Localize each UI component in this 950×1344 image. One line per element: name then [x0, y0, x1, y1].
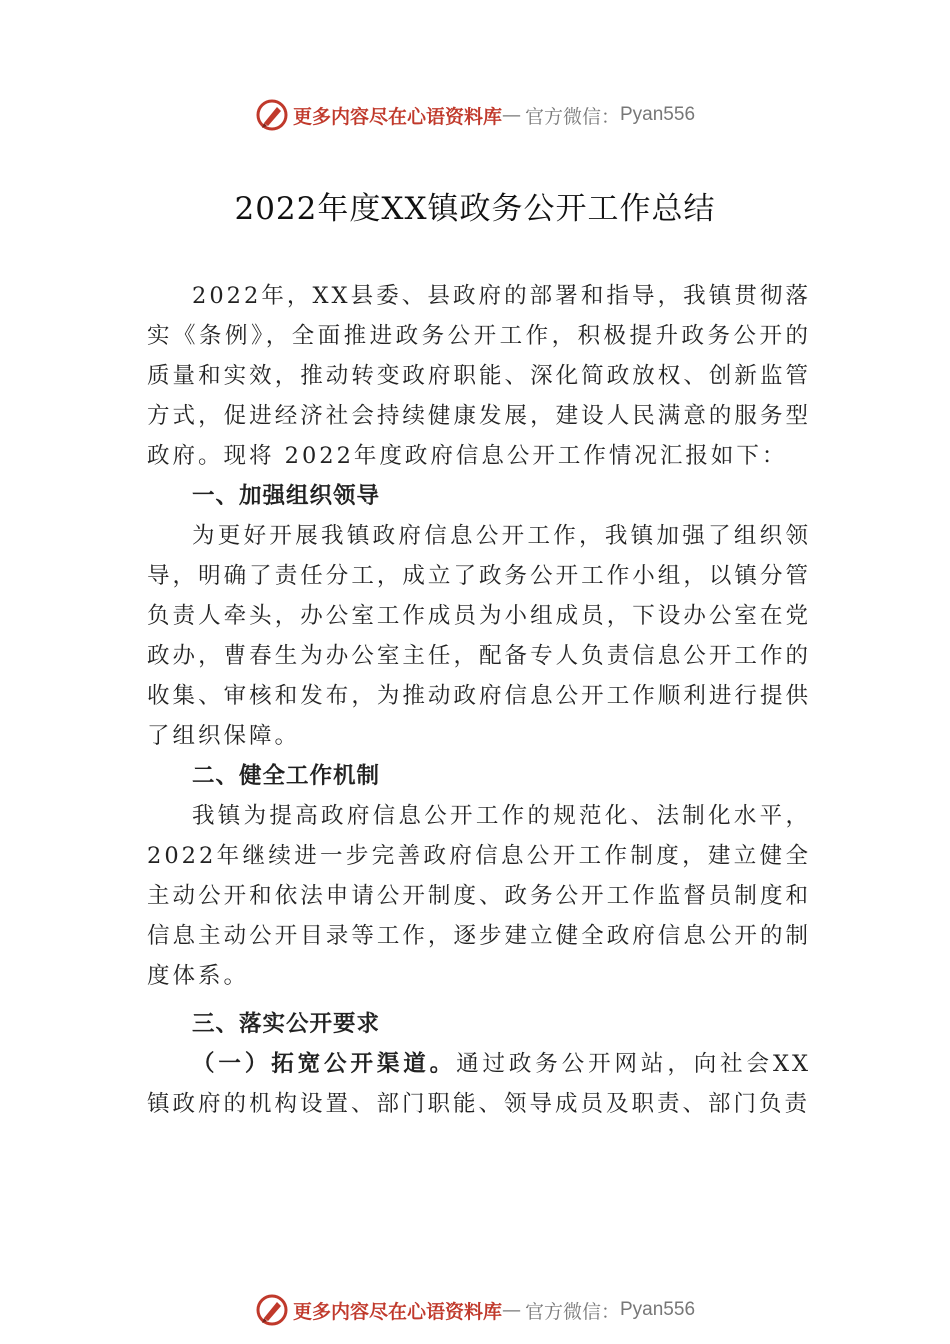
banner-wechat-label: 官方微信：: [524, 1300, 620, 1323]
document-title: 2022年度XX镇政务公开工作总结: [234, 191, 716, 227]
pen-logo-icon: [255, 98, 289, 132]
banner-brand: 更多内容尽在心语资料库: [292, 105, 502, 128]
section-heading: 一、加强组织领导: [192, 483, 381, 509]
banner-wechat-account: Pyan556: [620, 104, 696, 125]
document-body: [147, 276, 811, 1124]
section-heading: 二、健全工作机制: [192, 763, 381, 789]
banner-wechat-label: 官方微信：: [524, 105, 620, 128]
footer-banner: [0, 1290, 950, 1330]
banner-separator: —: [501, 104, 521, 126]
section-paragraph: [147, 1044, 811, 1124]
banner-separator: —: [501, 1299, 521, 1321]
section-paragraph: 我镇为提高政府信息公开工作的规范化、法制化水平，2022年继续进一步完善政府信息公开工作制度，建立健全主动公开和依法申请公开制度、政务公开工作监督员制度和信息主动公开目录等工作，逐步建立健全政府信息公开的制度体系。: [147, 803, 811, 989]
subsection-heading: （一）拓宽公开渠道。: [192, 1051, 457, 1077]
banner-brand: 更多内容尽在心语资料库: [292, 1300, 502, 1323]
pen-logo-icon: [255, 1293, 289, 1327]
banner-wechat-account: Pyan556: [620, 1299, 696, 1320]
section-paragraph: 为更好开展我镇政府信息公开工作，我镇加强了组织领导，明确了责任分工，成立了政务公开工作小组，以镇分管负责人牵头，办公室工作成员为小组成员，下设办公室在党政办，曹春生为办公室主任，配备专人负责信息公开工作的收集、审核和发布，为推动政府信息公开工作顺利进行提供了组织保障。: [147, 523, 811, 749]
intro-paragraph: 2022年，XX县委、县政府的部署和指导，我镇贯彻落实《条例》，全面推进政务公开工作，积极提升政务公开的质量和实效，推动转变政府职能、深化简政放权、创新监管方式，促进经济社会持续健康发展，建设人民满意的服务型政府。现将 2022年度政府信息公开工作情况汇报如下：: [147, 283, 811, 469]
subsection-text: 通过政务公开网站，向社会XX镇政府的机构设置、部门职能、领导成员及职责、部门负责: [147, 1051, 811, 1117]
section-heading: 三、落实公开要求: [192, 1011, 381, 1037]
header-banner: [0, 95, 950, 135]
